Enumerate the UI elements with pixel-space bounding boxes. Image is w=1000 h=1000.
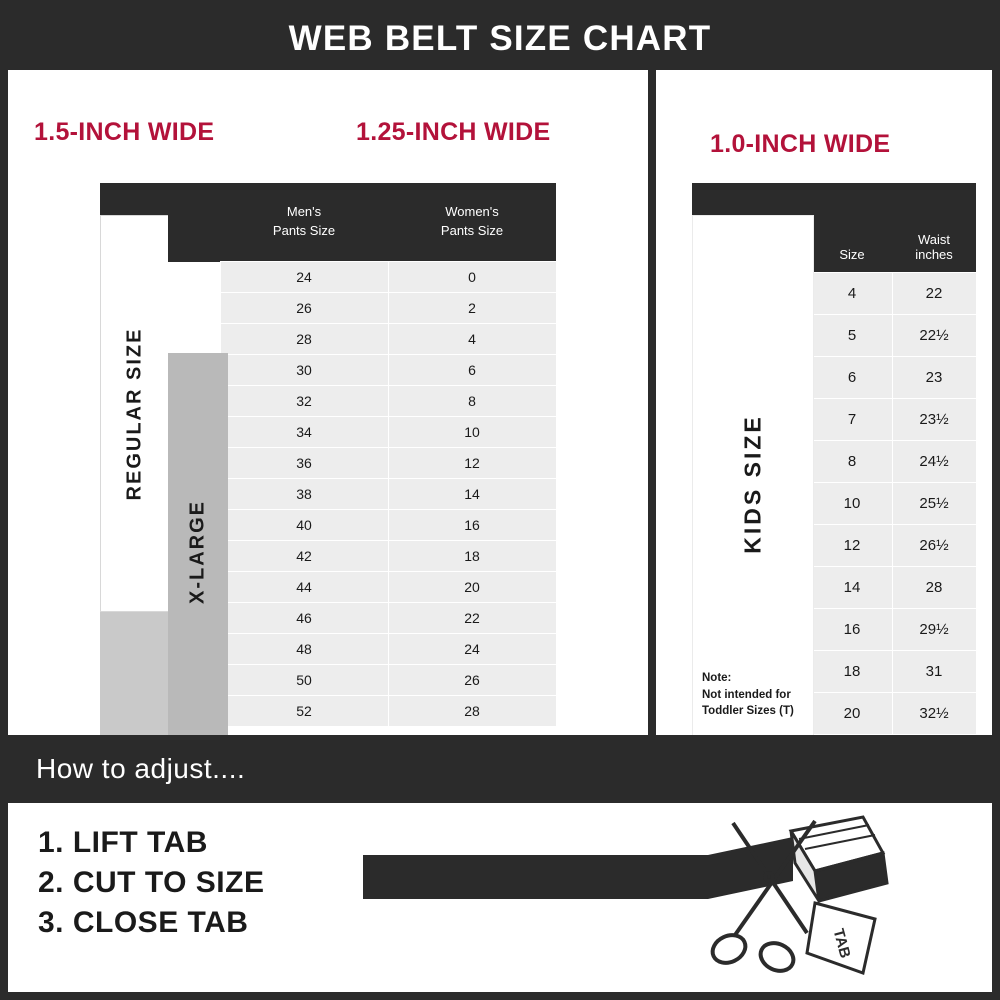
womens-size-cell: 12: [388, 448, 556, 479]
womens-size-cell: 4: [388, 324, 556, 355]
womens-size-cell: 18: [388, 541, 556, 572]
kids-size-cell: 10: [812, 483, 892, 525]
mens-size-cell: 36: [220, 448, 388, 479]
mens-size-cell: 38: [220, 479, 388, 510]
belt-buckle: [791, 817, 887, 901]
womens-header-line2: Pants Size: [440, 223, 504, 238]
womens-size-cell: 16: [388, 510, 556, 541]
mens-size-cell: 24: [220, 262, 388, 293]
womens-size-cell: 24: [388, 634, 556, 665]
kids-size-cell: 12: [812, 525, 892, 567]
kids-waist-cell: 29½: [892, 609, 976, 651]
kids-size-label: KIDS SIZE: [739, 413, 766, 554]
kids-waist-cell: 32½: [892, 693, 976, 735]
kids-note-line2: Not intended for: [702, 688, 791, 701]
kids-size-cell: 4: [812, 273, 892, 315]
width-label-1-5-inch: 1.5-INCH WIDE: [34, 118, 215, 146]
table-row: [100, 324, 556, 355]
adult-header-womens: [388, 183, 556, 262]
tab-flag-label: TAB: [829, 926, 854, 960]
mens-size-cell: 50: [220, 665, 388, 696]
kids-size-cell: 20: [812, 693, 892, 735]
kids-size-cell: 8: [812, 441, 892, 483]
mens-size-cell: 46: [220, 603, 388, 634]
adjust-body: [8, 803, 992, 992]
regular-size-label: REGULAR SIZE: [123, 327, 145, 500]
kids-size-cell: 18: [812, 651, 892, 693]
adult-table-header-row: [100, 183, 556, 262]
womens-size-cell: 22: [388, 603, 556, 634]
kids-note: [702, 670, 794, 720]
kids-waist-cell: 24½: [892, 441, 976, 483]
table-row: [100, 293, 556, 324]
kids-size-cell: 7: [812, 399, 892, 441]
x-large-label: X-LARGE: [186, 499, 209, 604]
mens-size-cell: 26: [220, 293, 388, 324]
kids-waist-cell: 31: [892, 651, 976, 693]
womens-size-cell: 8: [388, 386, 556, 417]
x-large-block: [168, 353, 228, 750]
mens-size-cell: 44: [220, 572, 388, 603]
adjust-title: How to adjust....: [36, 753, 246, 784]
womens-size-cell: 20: [388, 572, 556, 603]
kids-header-waist: [892, 183, 976, 273]
adjust-step: 3. CLOSE TAB: [38, 905, 249, 939]
kids-waist-cell: 25½: [892, 483, 976, 525]
kids-waist-cell: 26½: [892, 525, 976, 567]
adjust-header-bar: [8, 735, 992, 803]
kids-note-line1: Note:: [702, 672, 732, 684]
womens-size-cell: 0: [388, 262, 556, 293]
womens-size-cell: 28: [388, 696, 556, 727]
width-label-1-0-inch: 1.0-INCH WIDE: [710, 130, 891, 158]
kids-waist-cell: 23: [892, 357, 976, 399]
kids-size-cell: 5: [812, 315, 892, 357]
tab-flag: [807, 903, 875, 973]
adult-header-mens: [220, 183, 388, 262]
womens-size-cell: 14: [388, 479, 556, 510]
mens-header-line1: Men's: [286, 204, 322, 220]
kids-size-cell: 6: [812, 357, 892, 399]
belt-strap: [363, 855, 708, 899]
adjust-step: 2. CUT TO SIZE: [38, 865, 265, 899]
kids-waist-cell: 22½: [892, 315, 976, 357]
mens-size-cell: 40: [220, 510, 388, 541]
womens-size-cell: 2: [388, 293, 556, 324]
mens-size-cell: 52: [220, 696, 388, 727]
mens-header-line2: Pants Size: [272, 223, 336, 238]
mens-size-cell: 48: [220, 634, 388, 665]
mens-size-cell: 28: [220, 324, 388, 355]
kids-waist-cell: 23½: [892, 399, 976, 441]
womens-size-cell: 10: [388, 417, 556, 448]
mens-size-cell: 42: [220, 541, 388, 572]
width-label-1-25-inch: 1.25-INCH WIDE: [356, 118, 551, 146]
mens-size-cell: 32: [220, 386, 388, 417]
kids-waist-cell: 22: [892, 273, 976, 315]
table-row: [100, 262, 556, 293]
kids-size-panel: [656, 70, 992, 735]
kids-note-line3: Toddler Sizes (T): [702, 705, 794, 718]
page-title: WEB BELT SIZE CHART: [288, 19, 712, 58]
adjust-step: 1. LIFT TAB: [38, 826, 208, 859]
adult-size-panel: [8, 70, 656, 735]
womens-size-cell: 26: [388, 665, 556, 696]
adjust-steps-list: [38, 823, 264, 943]
kids-waist-cell: 28: [892, 567, 976, 609]
waist-header-line1: Waist: [917, 232, 951, 247]
header-bar: [8, 8, 992, 70]
kids-size-cell: 16: [812, 609, 892, 651]
belt-illustration: [363, 813, 973, 988]
womens-header-line1: Women's: [445, 204, 499, 220]
waist-header-line2: inches: [915, 247, 953, 262]
kids-size-cell: 14: [812, 567, 892, 609]
kids-header-size: Size: [812, 183, 892, 273]
mens-size-cell: 34: [220, 417, 388, 448]
mens-size-cell: 30: [220, 355, 388, 386]
regular-size-block: [100, 215, 168, 612]
womens-size-cell: 6: [388, 355, 556, 386]
